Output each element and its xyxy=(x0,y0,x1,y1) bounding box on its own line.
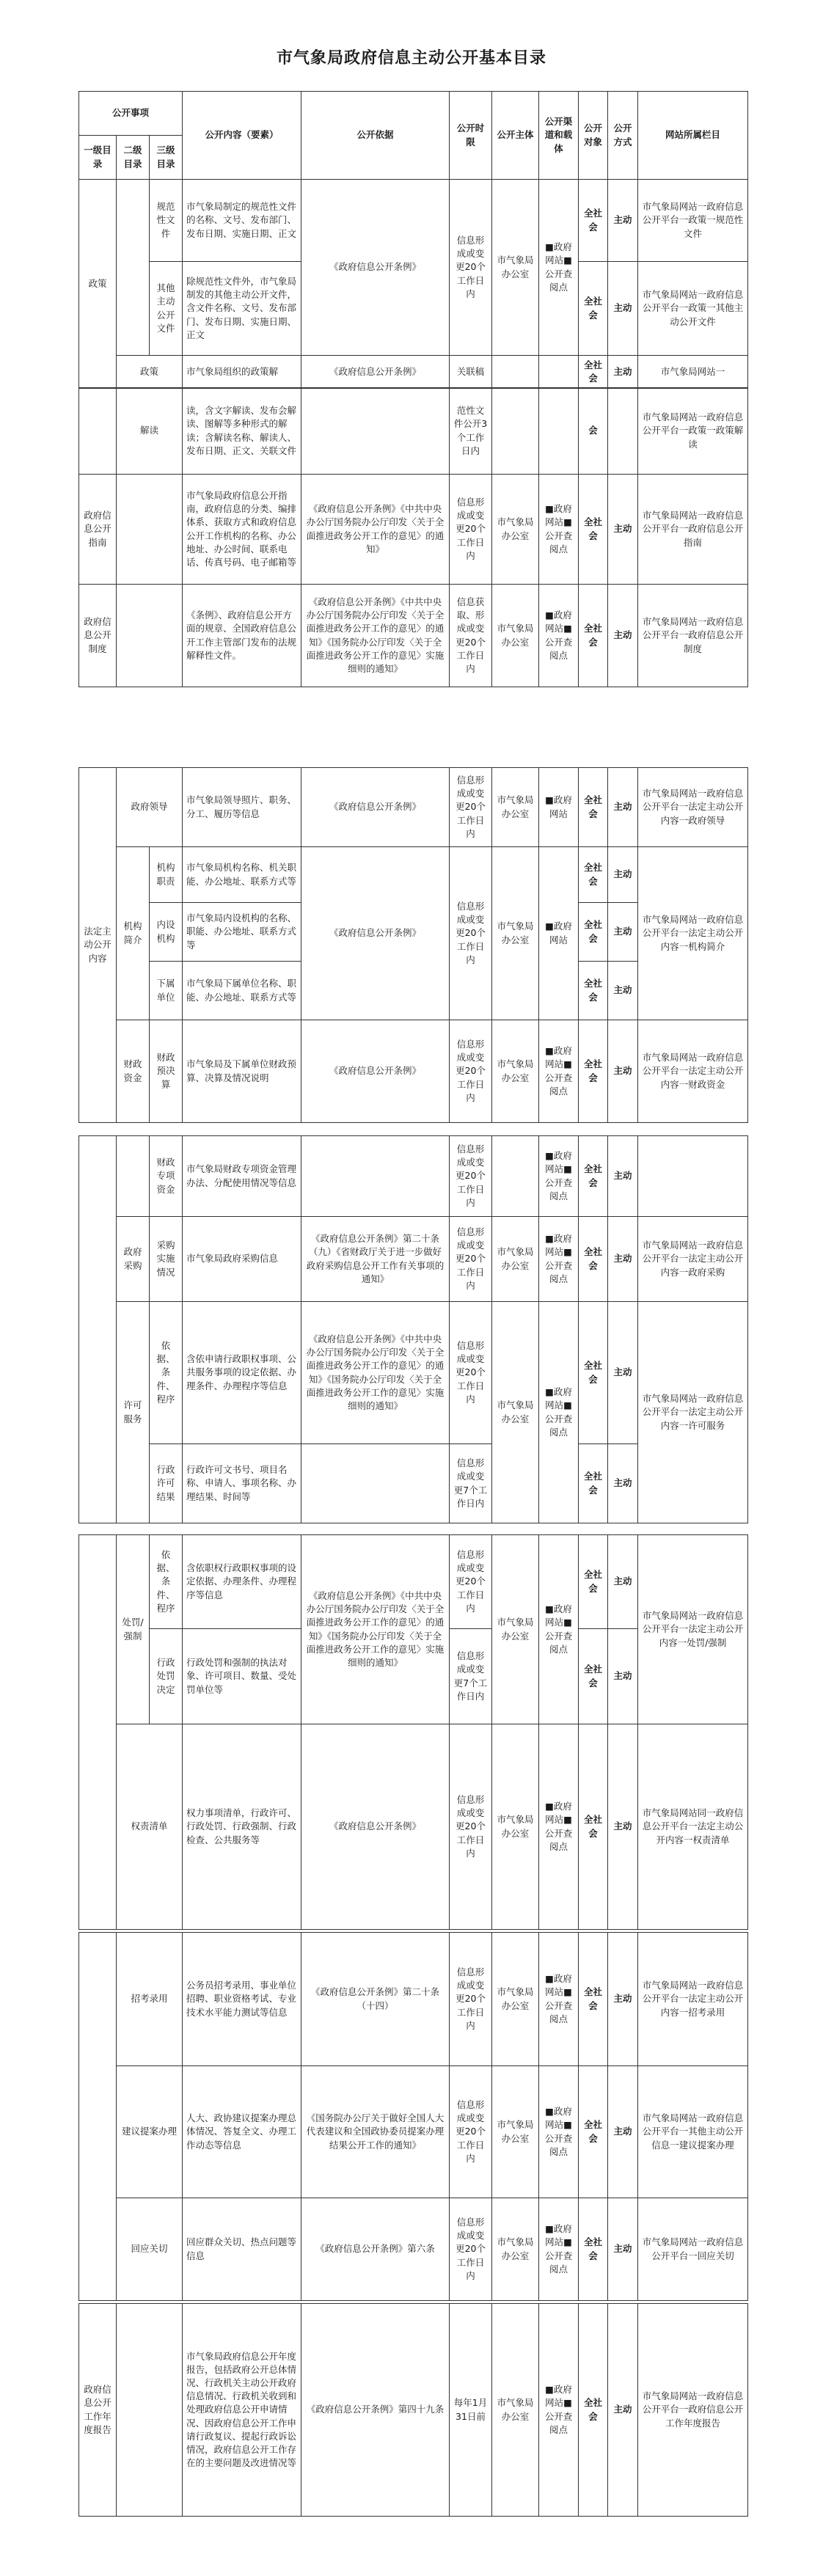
audience-all: 全社会 xyxy=(579,585,608,687)
content-other-docs: 除规范性文件外，市气象局制发的其他主动公开文件，含文件名称、文号、发布部门、发布日期、实施日期、正文 xyxy=(183,262,301,356)
level3-procurement-status: 采购实施情况 xyxy=(150,1217,183,1302)
period-20days: 信息形成或变更20个工作日内 xyxy=(450,2198,492,2301)
header-site: 网站所属栏目 xyxy=(638,92,748,180)
audience-all: 全社会 xyxy=(579,2066,608,2198)
level3-penalty-decision: 行政处罚决定 xyxy=(150,1629,183,1724)
channel-site-and-point: ■政府网站■公开查阅点 xyxy=(539,180,579,356)
site-normative-docs: 市气象局网站一政府信息公开平台一政策一规范性文件 xyxy=(638,180,748,262)
basis-combo: 《政府信息公开条例》《中共中央办公厅国务院办公厅印发〈关于全面推进政务公开工作的意见〉的通知》 xyxy=(301,475,450,585)
period-jan31: 每年1月31日前 xyxy=(450,2304,492,2517)
mode-active: 主动 xyxy=(608,962,638,1020)
content-budget: 市气象局及下属单位财政预算、决算及情况说明 xyxy=(183,1020,301,1123)
subject-office: 市气象局办公室 xyxy=(492,1302,539,1523)
mode-active: 主动 xyxy=(608,262,638,356)
audience-all: 全社会 xyxy=(579,1444,608,1523)
content-penalty-decision: 行政处罚和强制的执法对象、许可项目、数量、受处罚单位等 xyxy=(183,1629,301,1724)
site-system: 市气象局网站一政府信息公开平台一政府信息公开制度 xyxy=(638,585,748,687)
header-lv3: 三级目录 xyxy=(150,136,183,180)
level2-policy-docs xyxy=(117,180,150,356)
basis-regs: 《政府信息公开条例》 xyxy=(301,1724,450,1930)
site-penalty: 市气象局网站一政府信息公开平台一法定主动公开内容一处罚/强制 xyxy=(638,1535,748,1724)
channel-site-and-point: ■政府网站■公开查阅点 xyxy=(539,2198,579,2301)
basis-combo: 《政府信息公开条例》《中共中央办公厅国务院办公厅印发〈关于全面推进政务公开工作的意见〉的通知》《国务院办公厅印发〈关于全面推进政务公开工作的意见〉实施细则的通知》 xyxy=(301,1302,450,1444)
audience-all: 全社会 xyxy=(579,1302,608,1444)
site-proposals: 市气象局网站一政府信息公开平台一其他主动公开信息一建议提案办理 xyxy=(638,2066,748,2198)
level2-leaders: 政府领导 xyxy=(117,768,183,847)
header-lv2: 二级目录 xyxy=(117,136,150,180)
site-guide: 市气象局网站一政府信息公开平台一政府信息公开指南 xyxy=(638,475,748,585)
basis-blank xyxy=(301,388,450,475)
mode-active: 主动 xyxy=(608,768,638,847)
level1-system: 政府信息公开制度 xyxy=(79,585,117,687)
level3-org-duties: 机构职责 xyxy=(150,847,183,903)
channel-site-and-point: ■政府网站■公开查阅点 xyxy=(539,2066,579,2198)
subject-office: 市气象局办公室 xyxy=(492,180,539,356)
mode-active: 主动 xyxy=(608,1629,638,1724)
mode-active: 主动 xyxy=(608,1020,638,1123)
audience-all: 全社会 xyxy=(579,903,608,962)
channel-site-and-point: ■政府网站■公开查阅点 xyxy=(539,1020,579,1123)
period-20days: 信息形成或变更20个工作日内 xyxy=(450,1020,492,1123)
period-acquired: 信息获取、形成或变更20个工作日内 xyxy=(450,585,492,687)
mode-active: 主动 xyxy=(608,1535,638,1629)
site-blank xyxy=(638,1136,748,1217)
subject-office: 市气象局办公室 xyxy=(492,1933,539,2066)
period-20days: 信息形成或变更20个工作日内 xyxy=(450,1217,492,1302)
audience-all: 全社会 xyxy=(579,962,608,1020)
level2-blank xyxy=(117,2304,183,2517)
mode-active: 主动 xyxy=(608,2304,638,2517)
audience-all: 全社会 xyxy=(579,847,608,903)
site-powers-list: 市气象局网站同一政府信息公开平台一法定主动公开内容一权责清单 xyxy=(638,1724,748,1930)
channel-site-and-point: ■政府网站■公开查阅点 xyxy=(539,1136,579,1217)
content-powers-list: 权力事项清单，行政许可、行政处罚、行政强制、行政检查、公共服务等 xyxy=(183,1724,301,1930)
content-procurement: 市气象局政府采购信息 xyxy=(183,1217,301,1302)
period-20days: 信息形成或变更20个工作日内 xyxy=(450,1302,492,1444)
subject-office: 市气象局办公室 xyxy=(492,847,539,1020)
period-20days: 信息形成或变更20个工作日内 xyxy=(450,1933,492,2066)
mode-active: 主动 xyxy=(608,1933,638,2066)
catalog-table-1 xyxy=(78,91,748,389)
site-policy-interpretation: 市气象局网站一 xyxy=(638,356,748,389)
content-normative-docs: 市气象局制定的规范性文件的名称、文号、发布部门、发布日期、实施日期、正文 xyxy=(183,180,301,262)
audience-all: 全社会 xyxy=(579,2304,608,2517)
channel-site-and-point: ■政府网站■公开查阅点 xyxy=(539,475,579,585)
content-system: 《条例》、政府信息公开方面的规章、全国政府信息公开工作主管部门发布的法规解释性文件。 xyxy=(183,585,301,687)
subject-office: 市气象局办公室 xyxy=(492,585,539,687)
channel-site-and-point: ■政府网站■公开查阅点 xyxy=(539,1724,579,1930)
audience-all: 全社会 xyxy=(579,1136,608,1217)
period-20days: 信息形成或变更20个工作日内 xyxy=(450,475,492,585)
content-leaders: 市气象局领导照片、职务、分工、履历等信息 xyxy=(183,768,301,847)
header-audience: 公开对象 xyxy=(579,92,608,180)
basis-combo: 《政府信息公开条例》《中共中央办公厅国务院办公厅印发〈关于全面推进政务公开工作的意见〉的通知》《国务院办公厅印发〈关于全面推进政务公开工作的意见〉实施细则的通知》 xyxy=(301,1535,450,1724)
mode-active: 主动 xyxy=(608,475,638,585)
period-20days: 信息形成或变更20个工作日内 xyxy=(450,847,492,1020)
channel-site: ■政府网站 xyxy=(539,847,579,1020)
header-lv1: 一级目录 xyxy=(79,136,117,180)
site-leaders: 市气象局网站一政府信息公开平台一法定主动公开内容一政府领导 xyxy=(638,768,748,847)
content-policy-interpretation: 市气象局组织的政策解 xyxy=(183,356,301,389)
period-20days: 信息形成或变更20个工作日内 xyxy=(450,180,492,356)
level2-org: 机构简介 xyxy=(117,847,150,1020)
period-linked: 关联稿 xyxy=(450,356,492,389)
catalog-table-6 xyxy=(78,1932,748,2301)
basis-concerns: 《政府信息公开条例》第六条 xyxy=(301,2198,450,2301)
site-procurement: 市气象局网站一政府信息公开平台一法定主动公开内容一政府采购 xyxy=(638,1217,748,1302)
level2-procurement: 政府采购 xyxy=(117,1217,150,1302)
level3-special-funds: 财政专项资金 xyxy=(150,1136,183,1217)
site-recruitment: 市气象局网站一政府信息公开平台一法定主动公开内容一招考录用 xyxy=(638,1933,748,2066)
subject-office: 市气象局办公室 xyxy=(492,1020,539,1123)
basis-regs: 《政府信息公开条例》 xyxy=(301,356,450,389)
header-channel: 公开渠道和载体 xyxy=(539,92,579,180)
content-concerns: 回应群众关切、热点问题等信息 xyxy=(183,2198,301,2301)
catalog-table-4 xyxy=(78,1135,748,1523)
site-interpretation: 市气象局网站一政府信息公开平台一政策一政策解读 xyxy=(638,388,748,475)
level2-blank xyxy=(117,475,183,585)
header-period: 公开时限 xyxy=(450,92,492,180)
subject-office: 市气象局办公室 xyxy=(492,768,539,847)
period-20days: 信息形成或变更20个工作日内 xyxy=(450,1136,492,1217)
subject-blank xyxy=(492,356,539,389)
subject-office: 市气象局办公室 xyxy=(492,1535,539,1724)
channel-site-and-point: ■政府网站■公开查阅点 xyxy=(539,1302,579,1523)
content-licensing-basis: 含依申请行政职权事项、公共服务事项的设定依据、办理条件、办理程序等信息 xyxy=(183,1302,301,1444)
channel-blank xyxy=(539,356,579,389)
site-finance: 市气象局网站一政府信息公开平台一法定主动公开内容一财政资金 xyxy=(638,1020,748,1123)
level3-internal: 内设机构 xyxy=(150,903,183,962)
period-20days: 信息形成或变更20个工作日内 xyxy=(450,2066,492,2198)
mode-active: 主动 xyxy=(608,180,638,262)
level2-policy: 政策 xyxy=(117,356,183,389)
audience-all: 全社会 xyxy=(579,1020,608,1123)
level3-basis-conditions: 依据、条件、程序 xyxy=(150,1535,183,1629)
mode-active: 主动 xyxy=(608,1444,638,1523)
audience-all: 全社会 xyxy=(579,768,608,847)
catalog-table-2 xyxy=(78,387,748,687)
mode-active: 主动 xyxy=(608,903,638,962)
basis-recruitment: 《政府信息公开条例》第二十条（十四） xyxy=(301,1933,450,2066)
channel-site-and-point: ■政府网站■公开查阅点 xyxy=(539,1217,579,1302)
basis-blank xyxy=(301,1136,450,1217)
subject-office: 市气象局办公室 xyxy=(492,2304,539,2517)
level1-blank xyxy=(79,1136,117,1523)
level2-concerns: 回应关切 xyxy=(117,2198,183,2301)
period-7days: 信息形成或变更7个工作日内 xyxy=(450,1444,492,1523)
basis-regs: 《政府信息公开条例》 xyxy=(301,1020,450,1123)
site-org: 市气象局网站一政府信息公开平台一法定主动公开内容一机构简介 xyxy=(638,847,748,1020)
header-subject: 公开主体 xyxy=(492,92,539,180)
period-3days: 范性文件公开3个工作日内 xyxy=(450,388,492,475)
mode-active: 主动 xyxy=(608,1217,638,1302)
level3-other-docs: 其他主动公开文件 xyxy=(150,262,183,356)
catalog-table-7 xyxy=(78,2303,748,2517)
level2-powers-list: 权责清单 xyxy=(117,1724,183,1930)
level1-blank xyxy=(79,1933,117,2301)
channel-blank xyxy=(539,388,579,475)
audience-all: 全社会 xyxy=(579,475,608,585)
audience-all: 全社会 xyxy=(579,1535,608,1629)
level1-guide: 政府信息公开指南 xyxy=(79,475,117,585)
basis-blank xyxy=(301,1444,450,1523)
level3-subordinate: 下属单位 xyxy=(150,962,183,1020)
mode-active: 主动 xyxy=(608,356,638,389)
level3-license-results: 行政许可结果 xyxy=(150,1444,183,1523)
basis-regs: 《政府信息公开条例》 xyxy=(301,180,450,356)
level3-basis-conditions: 依据、条件、程序 xyxy=(150,1302,183,1444)
site-licensing: 市气象局网站一政府信息公开平台一法定主动公开内容一许可服务 xyxy=(638,1302,748,1523)
header-basis: 公开依据 xyxy=(301,92,450,180)
content-interpretation: 读，含文字解读、发布会解读、图解等多种形式的解读；含解读名称、解读人、发布日期、正文、关联文件 xyxy=(183,388,301,475)
period-20days: 信息形成或变更20个工作日内 xyxy=(450,1535,492,1629)
level2-recruitment: 招考录用 xyxy=(117,1933,183,2066)
subject-office: 市气象局办公室 xyxy=(492,2066,539,2198)
basis-regs: 《政府信息公开条例》 xyxy=(301,847,450,1020)
level1-blank xyxy=(79,388,117,475)
mode-active: 主动 xyxy=(608,1136,638,1217)
level2-blank xyxy=(117,1136,150,1217)
content-penalty-basis: 含依职权行政职权事项的设定依据、办理条件、办理程序等信息 xyxy=(183,1535,301,1629)
basis-proposals: 《国务院办公厅关于做好全国人大代表建议和全国政协委员提案办理结果公开工作的通知》 xyxy=(301,2066,450,2198)
catalog-table-5 xyxy=(78,1534,748,1930)
content-org-duties: 市气象局机构名称、机关职能、办公地址、联系方式等 xyxy=(183,847,301,903)
subject-office: 市气象局办公室 xyxy=(492,475,539,585)
level2-blank xyxy=(117,585,183,687)
audience-all: 全社会 xyxy=(579,180,608,262)
page-title: 市气象局政府信息主动公开基本目录 xyxy=(276,49,546,67)
basis-annual-report: 《政府信息公开条例》第四十九条 xyxy=(301,2304,450,2517)
basis-regs: 《政府信息公开条例》 xyxy=(301,768,450,847)
site-concerns: 市气象局网站一政府信息公开平台一回应关切 xyxy=(638,2198,748,2301)
catalog-table-3 xyxy=(78,767,748,1123)
audience-all: 全社会 xyxy=(579,1724,608,1930)
mode-active: 主动 xyxy=(608,2066,638,2198)
channel-site: ■政府网站 xyxy=(539,768,579,847)
content-proposals: 人大、政协建议提案办理总体情况、答复全文、办理工作动态等信息 xyxy=(183,2066,301,2198)
channel-site-and-point: ■政府网站■公开查阅点 xyxy=(539,1933,579,2066)
site-annual-report: 市气象局网站一政府信息公开平台一政府信息公开工作年度报告 xyxy=(638,2304,748,2517)
content-subordinate: 市气象局下属单位名称、职能、办公地址、联系方式等 xyxy=(183,962,301,1020)
subject-office: 市气象局办公室 xyxy=(492,1724,539,1930)
content-special-funds: 市气象局财政专项资金管理办法、分配使用情况等信息 xyxy=(183,1136,301,1217)
content-license-results: 行政许可文书号、项目名称、申请人、事项名称、办理结果、时间等 xyxy=(183,1444,301,1523)
basis-combo: 《政府信息公开条例》《中共中央办公厅国务院办公厅印发〈关于全面推进政务公开工作的意见〉的通知》《国务院办公厅印发〈关于全面推进政务公开工作的意见〉实施细则的通知》 xyxy=(301,585,450,687)
mode-active: 主动 xyxy=(608,847,638,903)
level2-licensing: 许可服务 xyxy=(117,1302,150,1523)
level1-blank xyxy=(79,1535,117,1930)
channel-site-and-point: ■政府网站■公开查阅点 xyxy=(539,1535,579,1724)
header-mode: 公开方式 xyxy=(608,92,638,180)
subject-blank xyxy=(492,388,539,475)
content-recruitment: 公务员招考录用、事业单位招聘、职业资格考试、专业技术水平能力测试等信息 xyxy=(183,1933,301,2066)
channel-site-and-point: ■政府网站■公开查阅点 xyxy=(539,585,579,687)
level2-penalty: 处罚/强制 xyxy=(117,1535,150,1724)
site-other-docs: 市气象局网站一政府信息公开平台一政策一其他主动公开文件 xyxy=(638,262,748,356)
period-20days: 信息形成或变更20个工作日内 xyxy=(450,1724,492,1930)
level2-finance: 财政资金 xyxy=(117,1020,150,1123)
content-annual-report: 市气象局政府信息公开年度报告，包括政府公开总体情况、行政机关主动公开政府信息情况、行政机关收到和处理政府信息公开申请情况、因政府信息公开工作申请行政复议、提起行政诉讼情况，政府信息公开工作存在的主要问题及改进情况等 xyxy=(183,2304,301,2517)
level1-statutory: 法定主动公开内容 xyxy=(79,768,117,1123)
audience-all: 全社会 xyxy=(579,356,608,389)
header-content: 公开内容（要素） xyxy=(183,92,301,180)
level2-proposals: 建议提案办理 xyxy=(117,2066,183,2198)
audience-all: 会 xyxy=(579,388,608,475)
content-internal: 市气象局内设机构的名称、职能、办公地址、联系方式等 xyxy=(183,903,301,962)
level3-budget: 财政预决算 xyxy=(150,1020,183,1123)
subject-office: 市气象局办公室 xyxy=(492,2198,539,2301)
period-20days: 信息形成或变更20个工作日内 xyxy=(450,768,492,847)
audience-all: 全社会 xyxy=(579,1217,608,1302)
content-guide: 市气象局政府信息公开指南，政府信息的分类、编排体系、获取方式和政府信息公开工作机构的名称、办公地址、办公时间、联系电话、传真号码、电子邮箱等 xyxy=(183,475,301,585)
level1-policy: 政策 xyxy=(79,180,117,389)
period-7days: 信息形成或变更7个工作日内 xyxy=(450,1629,492,1724)
basis-procurement: 《政府信息公开条例》第二十条（九）《省财政厅关于进一步做好政府采购信息公开工作有关事项的通知》 xyxy=(301,1217,450,1302)
channel-site-and-point: ■政府网站■公开查阅点 xyxy=(539,2304,579,2517)
subject-blank xyxy=(492,1136,539,1217)
mode-active: 主动 xyxy=(608,1302,638,1444)
mode-blank xyxy=(608,388,638,475)
mode-active: 主动 xyxy=(608,2198,638,2301)
level3-normative-docs: 规范性文件 xyxy=(150,180,183,262)
level2-interpretation: 解读 xyxy=(117,388,183,475)
mode-active: 主动 xyxy=(608,1724,638,1930)
subject-office: 市气象局办公室 xyxy=(492,1217,539,1302)
audience-all: 全社会 xyxy=(579,1933,608,2066)
level1-annual-report: 政府信息公开工作年度报告 xyxy=(79,2304,117,2517)
audience-all: 全社会 xyxy=(579,2198,608,2301)
audience-all: 全社会 xyxy=(579,1629,608,1724)
mode-active: 主动 xyxy=(608,585,638,687)
header-matters: 公开事项 xyxy=(79,92,183,136)
audience-all: 全社会 xyxy=(579,262,608,356)
